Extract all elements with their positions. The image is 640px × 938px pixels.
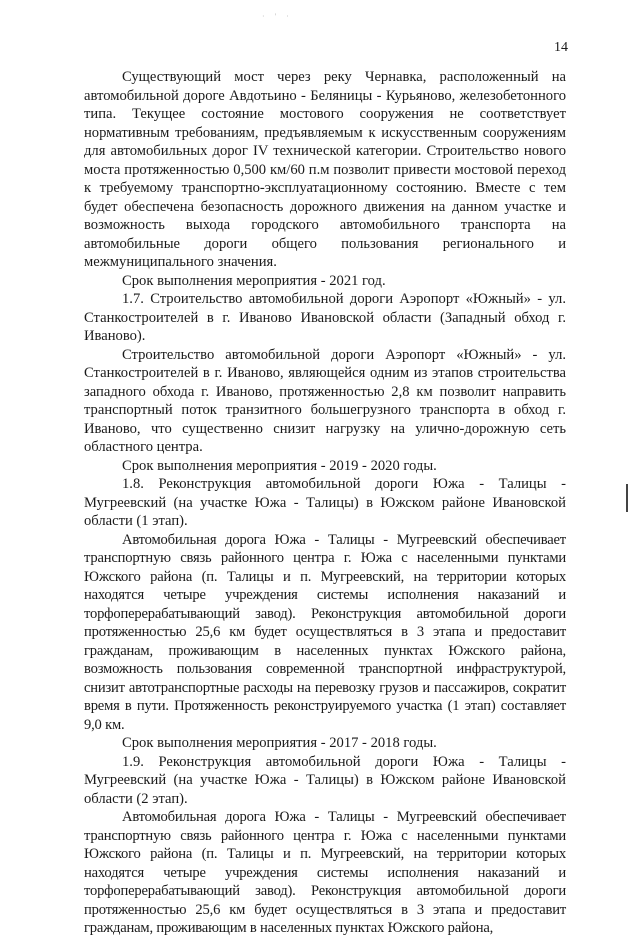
paragraph-item-1-9-description: Автомобильная дорога Южа - Талицы - Мугреевский обеспечивает транспортную связь районного центра г. Южа с населенными пунктами Южского района (п. Талицы и п. Мугреевский, на территории которых находятся четыре учреждения системы исполнения наказаний и торфоперерабатывающий завод). Реконструкция автомобильной дороги протяженностью 25,6 км будет осуществляться в 3 этапа и предоставит гражданам, проживающим в населенных пунктах Южского района, bbox=[84, 809, 566, 936]
scan-artifact: · ' · bbox=[262, 12, 293, 21]
scan-edge-mark bbox=[626, 484, 628, 512]
paragraph-deadline-2017-2018: Срок выполнения мероприятия - 2017 - 2018 годы. bbox=[122, 735, 437, 751]
paragraph-item-1-7-description: Строительство автомобильной дороги Аэропорт «Южный» - ул. Станкостроителей в г. Иваново, являющейся одним из этапов строительства западного обхода г. Иваново, протяженностью 2,8 км позволит направить транспортный поток транзитного большегрузного транспорта в обход г. Иваново, что существенно снизит нагрузку на улично-дорожную сеть областного центра. bbox=[84, 346, 566, 455]
paragraph-item-1-8-heading: 1.8. Реконструкция автомобильной дороги Южа - Талицы - Мугреевский (на участке Южа - Талицы) в Южском районе Ивановской области (1 этап). bbox=[84, 476, 566, 529]
page-number: 14 bbox=[554, 40, 568, 55]
paragraph-deadline-2021: Срок выполнения мероприятия - 2021 год. bbox=[122, 272, 386, 289]
paragraph-deadline-2019-2020: Срок выполнения мероприятия - 2019 - 2020 годы. bbox=[122, 457, 437, 474]
paragraph-bridge-description: Существующий мост через реку Чернавка, расположенный на автомобильной дороге Авдотьино - Беляницы - Курьяново, железобетонного типа. Текущее состояние мостового сооружения не соответствует нормативным требованиям, предъявляемым к искусственным сооружениям для автомобильных дорог IV технической категории. Строительство нового моста протяженностью 0,500 км/60 п.м позволит привести мостовой переход к требуемому транспортно-эксплуатационному состоянию. Вместе с тем будет обеспечена безопасность дорожного движения на данном участке и возможность выхода городского автомобильного транспорта на автомобильные дороги общего пользования регионального и межмуниципального значения. bbox=[84, 69, 566, 270]
paragraph-item-1-7-heading: 1.7. Строительство автомобильной дороги Аэропорт «Южный» - ул. Станкостроителей в г. Иваново Ивановской области (Западный обход г. Иваново). bbox=[84, 291, 566, 344]
paragraph-item-1-8-description: Автомобильная дорога Южа - Талицы - Мугреевский обеспечивает транспортную связь районного центра г. Южа с населенными пунктами Южского района (п. Талицы и п. Мугреевский, на территории которых находятся четыре учреждения системы исполнения наказаний и торфоперерабатывающий завод). Реконструкция автомобильной дороги протяженностью 25,6 км будет осуществляться в 3 этапа и предоставит гражданам, проживающим в населенных пунктах Южского района, возможность пользования современной транспортной инфраструктурой, снизит автотранспортные расходы на перевозку грузов и пассажиров, сократит время в пути. Протяженность реконструируемого участка (1 этап) составляет 9,0 км. bbox=[84, 531, 566, 733]
document-body bbox=[84, 68, 566, 938]
paragraph-item-1-9-heading: 1.9. Реконструкция автомобильной дороги Южа - Талицы - Мугреевский (на участке Южа - Талицы) в Южском районе Ивановской области (2 этап). bbox=[84, 753, 566, 807]
